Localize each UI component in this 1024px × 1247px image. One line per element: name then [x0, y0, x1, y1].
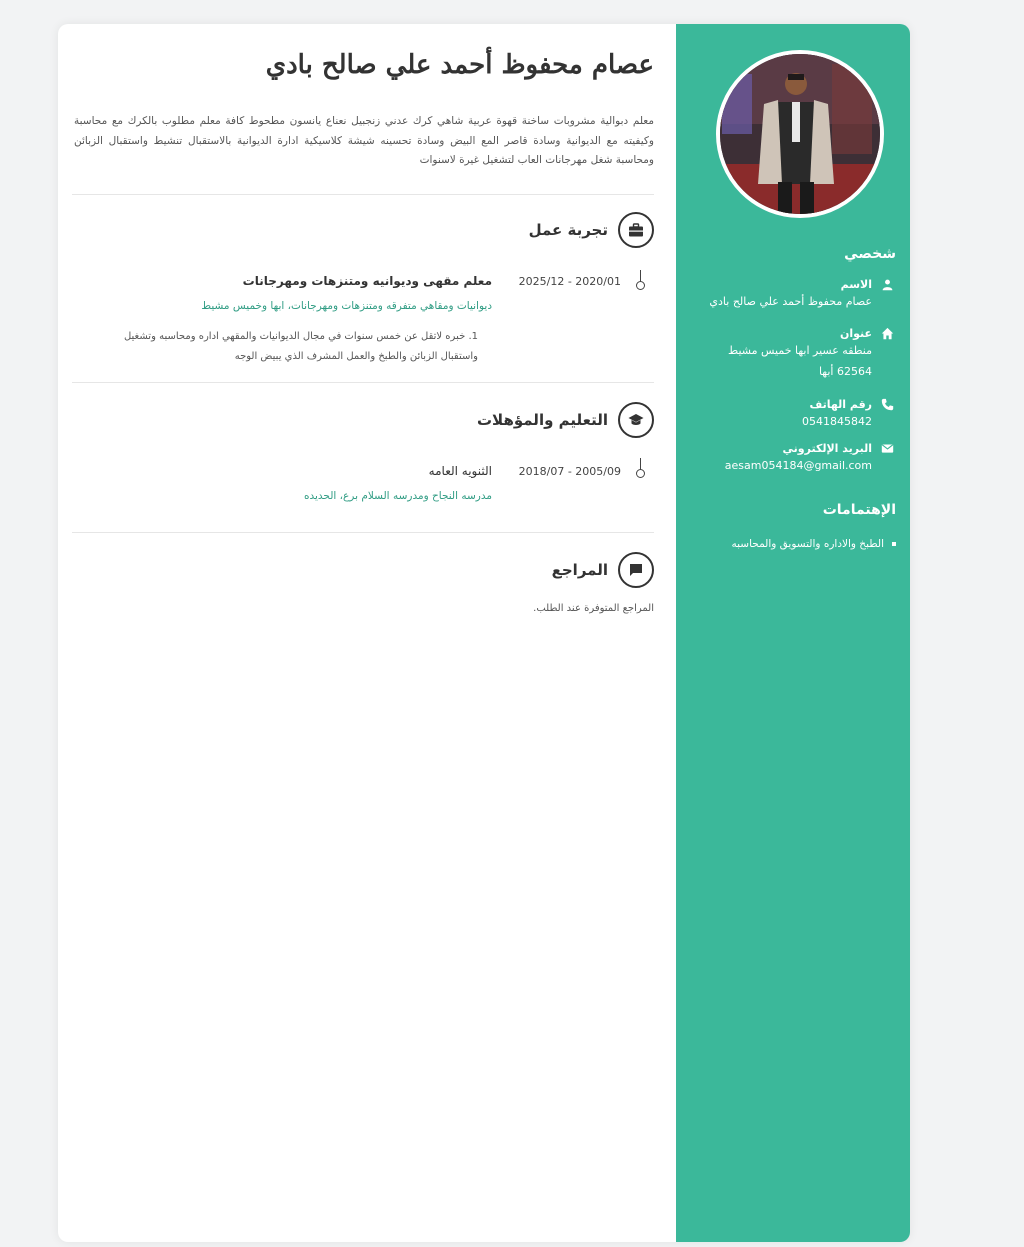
experience-job-title: معلم مقهى وديوانيه ومتنزهات ومهرجانات: [242, 274, 492, 288]
chat-icon: [618, 552, 654, 588]
personal-heading: شخصي: [844, 246, 896, 262]
briefcase-icon: [618, 212, 654, 248]
experience-description: 1. خبره لاتقل عن خمس سنوات في مجال الديوانيات والمقهي اداره ومحاسبه وتشغيل واستقبال الزبائن والطبخ والعمل المشرف الذي يبيض الوجه: [123, 331, 478, 362]
info-email-value[interactable]: aesam054184@gmail.com: [724, 459, 872, 472]
graduation-cap-icon: [618, 402, 654, 438]
phone-icon: [878, 398, 896, 411]
resume-page: [58, 24, 910, 1242]
info-address-line-2: 62564 أبها: [818, 365, 872, 378]
info-phone-label: رقم الهاتف: [809, 398, 872, 411]
info-phone-value[interactable]: 0541845842: [802, 415, 872, 428]
divider: [72, 194, 654, 195]
references-header: [552, 552, 654, 588]
bullet-icon: [892, 542, 896, 546]
experience-employer: ديوانيات ومقاهي متفرقه ومتنزهات ومهرجانات، ابها وخميس مشيط: [201, 300, 492, 312]
person-icon: [878, 278, 896, 291]
info-name-label: الاسم: [840, 278, 872, 291]
avatar: [716, 50, 884, 218]
divider: [72, 532, 654, 533]
main-content: [72, 24, 654, 1242]
references-title: المراجع: [551, 561, 608, 579]
experience-title: تجربة عمل: [528, 221, 608, 239]
education-title: التعليم والمؤهلات: [476, 411, 608, 429]
divider: [72, 382, 654, 383]
timeline-marker: [635, 270, 645, 290]
interests-heading: الإهتمامات: [822, 502, 896, 518]
education-school: مدرسه النجاح ومدرسه السلام برع، الحديده: [303, 490, 492, 502]
references-text: المراجع المتوفرة عند الطلب.: [533, 603, 654, 614]
sidebar: [676, 24, 910, 1242]
profile-summary: معلم دبوالية مشروبات ساخنة قهوة عربية شاهي كرك عدني زنجبيل نعناع يانسون مطحوط كافة معلم مطلوب بالكرك مع محاسبة وكيفيته مع الديوانية وسادة قاصر المع البيض وسادة تحسينه شيشة كلاسيكية ادارة الديوانية بالاستقبال تنشيط واستقبال الزبائن ومحاسبة شغل مهرجانات العاب لتشغيل غيرة لاسنوات: [74, 115, 654, 166]
info-name-value: عصام محفوظ أحمد علي صالح بادي: [709, 295, 872, 308]
page-title: عصام محفوظ أحمد علي صالح بادي: [265, 50, 654, 80]
education-degree: الثنويه العامه: [428, 464, 492, 478]
education-header: [477, 402, 654, 438]
timeline-marker: [635, 458, 645, 478]
info-name: [684, 278, 896, 312]
info-address-label: عنوان: [839, 327, 872, 340]
mail-icon: [878, 442, 896, 455]
info-phone: [684, 398, 896, 432]
info-address-line-1: منطقه عسير ابها خميس مشيط: [728, 344, 872, 357]
education-date: 2005/09 - 2018/07: [518, 465, 621, 478]
experience-date: 2020/01 - 2025/12: [518, 275, 621, 288]
info-address: [684, 327, 896, 382]
experience-header: [529, 212, 654, 248]
interests-list: [686, 538, 896, 550]
info-email-label: البريد الإلكتروني: [782, 442, 872, 455]
interest-item: الطبخ والاداره والتسويق والمحاسبه: [686, 538, 896, 550]
profile-photo: [716, 54, 880, 218]
home-icon: [878, 327, 896, 340]
info-email: [684, 442, 896, 476]
